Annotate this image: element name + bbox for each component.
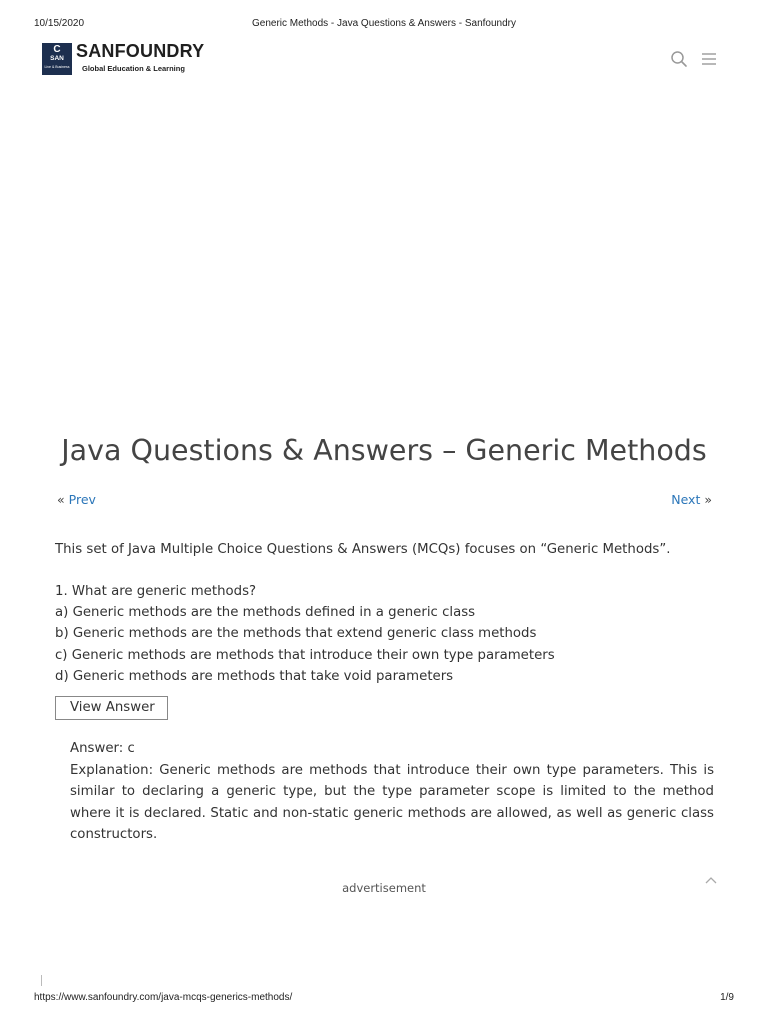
print-header [34, 18, 734, 32]
footer-divider [41, 975, 42, 986]
answer-block [70, 738, 714, 846]
option-c: c) Generic methods are methods that introduce their own type parameters [55, 647, 555, 663]
site-header [42, 43, 718, 77]
menu-icon[interactable] [700, 50, 718, 68]
search-icon[interactable] [670, 50, 688, 68]
answer-text: Answer: c [70, 741, 135, 757]
page-title: Java Questions & Answers – Generic Methods [61, 434, 707, 467]
print-url: https://www.sanfoundry.com/java-mcqs-generics-methods/ [34, 992, 293, 1003]
option-b: b) Generic methods are the methods that extend generic class methods [55, 626, 537, 642]
next-nav [671, 492, 712, 507]
logo-text: SAN [50, 55, 64, 62]
print-page-number: 1/9 [720, 992, 734, 1003]
site-logo[interactable] [42, 43, 72, 75]
logo-tiny-text: Live & Business [44, 65, 70, 69]
intro-text: This set of Java Multiple Choice Questions & Answers (MCQs) focuses on “Generic Methods”. [55, 542, 671, 557]
print-date: 10/15/2020 [34, 18, 85, 29]
explanation-text: Explanation: Generic methods are methods that introduce their own type parameters. This is similar to declaring a generic type, but the type parameter scope is limited to the method where it is declared. Static and non-static generic methods are allowed, as well as generic class constructors. [70, 762, 714, 843]
brand-tagline: Global Education & Learning [82, 64, 185, 73]
prev-arrow: « [57, 492, 65, 507]
article-content [55, 540, 720, 846]
print-footer [34, 992, 734, 1006]
next-arrow: » [704, 492, 712, 507]
question-block [55, 581, 720, 687]
next-link[interactable]: Next [671, 492, 701, 507]
question-text: 1. What are generic methods? [55, 584, 257, 599]
advertisement-label: advertisement [342, 881, 426, 895]
print-doc-title: Generic Methods - Java Questions & Answers - Sanfoundry [251, 18, 516, 29]
brand-name[interactable]: SANFOUNDRY [76, 41, 205, 61]
chevron-up-icon[interactable] [704, 873, 718, 887]
logo-letter: C [53, 44, 61, 55]
option-a: a) Generic methods are the methods defined in a generic class [55, 605, 476, 621]
view-answer-button[interactable]: View Answer [55, 696, 168, 720]
prev-nav [57, 492, 96, 507]
option-d: d) Generic methods are methods that take void parameters [55, 668, 454, 684]
prev-link[interactable]: Prev [68, 492, 96, 507]
